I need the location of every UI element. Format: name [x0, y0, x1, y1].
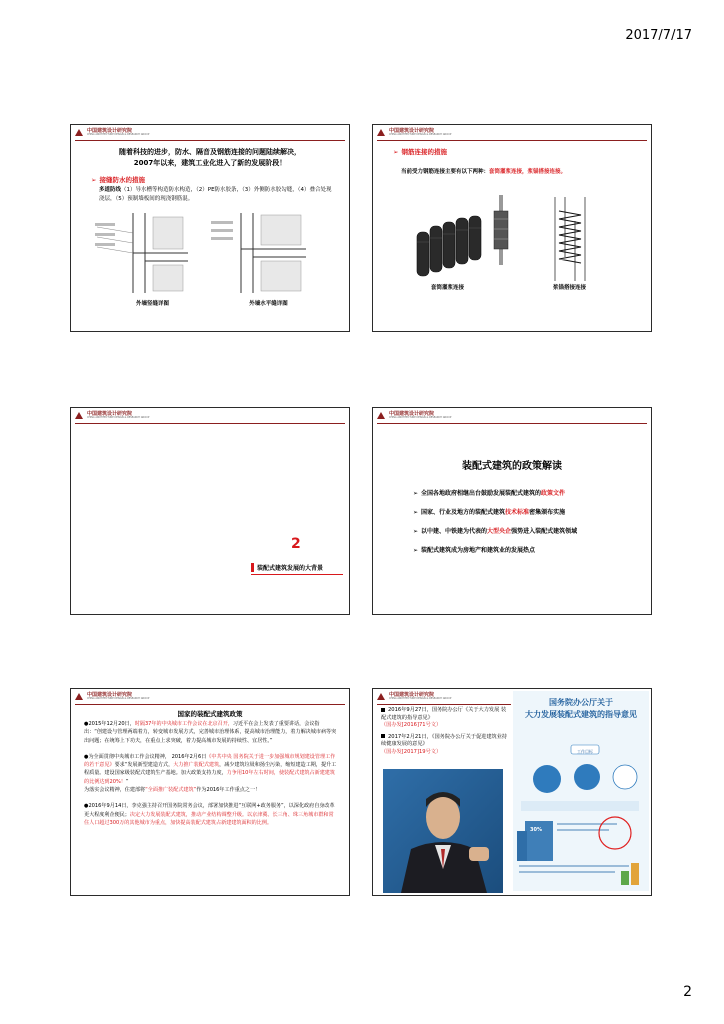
logo-name: 中国建筑设计研究院	[389, 128, 435, 134]
arrow-bullet-icon: ➢	[393, 148, 399, 156]
caption-right: 外墙水平缝详图	[249, 301, 288, 307]
text: 为落实会议精神，住建部将	[84, 787, 146, 794]
item-highlight: （国办发[2016]71号文）	[381, 722, 442, 729]
slide-title: 国家的装配式建筑政策	[177, 710, 243, 718]
slide-body	[84, 720, 337, 835]
logo-icon	[377, 129, 386, 136]
list-item	[413, 509, 577, 517]
arrow-bullet-icon: ➢	[413, 509, 419, 516]
logo	[75, 412, 149, 419]
text-highlight: 大力推广装配式建筑	[173, 762, 220, 769]
wall-horizontal-joint-diagram	[211, 213, 306, 293]
square-bullet-icon	[381, 708, 385, 712]
paragraph-2	[84, 753, 337, 794]
text: ”	[125, 778, 129, 785]
list-item	[413, 528, 577, 536]
logo-name-en: CHINA ARCHITECTURE DESIGN & RESEARCH GROUP	[87, 416, 150, 419]
section-underline	[251, 574, 343, 575]
header-divider	[75, 140, 345, 141]
caption-right: 浆锚搭接连接	[553, 285, 587, 291]
caption-left: 外墙竖缝详图	[135, 301, 169, 307]
logo-name-en: CHINA ARCHITECTURE DESIGN & RESEARCH GROUP	[389, 133, 452, 136]
logo-name: 中国建筑设计研究院	[389, 411, 435, 417]
section-label: 装配式建筑发展的大背景	[257, 565, 324, 572]
logo	[75, 693, 149, 700]
sleeve-section-drawing	[491, 195, 511, 265]
square-bullet-icon	[381, 734, 385, 738]
header-divider	[377, 704, 511, 705]
logo-name-en: CHINA ARCHITECTURE DESIGN & RESEARCH GROUP	[87, 133, 150, 136]
text-highlight: 时隔37年的中央城市工作会议在北京召开，	[134, 721, 233, 727]
item-text: 装配式建筑成为房地产和建筑业的发展热点	[421, 547, 536, 554]
slide-thumbnail-5[interactable]	[70, 688, 350, 896]
item-highlight: 大型央企	[487, 528, 512, 535]
item-text: 以中建、中铁建为代表的	[421, 528, 488, 535]
list-item	[413, 490, 577, 498]
title-line-1: 随着科技的进步，防水、隔音及钢筋连接的问题陆续解决，	[119, 148, 301, 156]
slide-heading	[91, 175, 145, 184]
arrow-bullet-icon: ➢	[413, 528, 419, 535]
header-divider	[377, 423, 647, 424]
paragraph-3	[84, 802, 337, 827]
slide-thumbnail-4[interactable]	[372, 407, 652, 615]
poster-subtitle: 工作目标	[577, 749, 593, 754]
header-divider	[377, 140, 647, 141]
item-text: 2016年9月27日，国务院办公厅《关于大力发展 装配式建筑的指导意见》	[381, 707, 507, 721]
section-marker	[251, 563, 254, 572]
logo-name-en: CHINA ARCHITECTURE DESIGN & RESEARCH GROUP	[87, 697, 150, 700]
item-text: 全国各地政府相继出台鼓励发展装配式建筑的	[421, 490, 542, 497]
list-item	[381, 707, 511, 730]
speaker-photo	[383, 769, 503, 893]
slide-body	[99, 186, 337, 204]
item-highlight: 技术标准	[505, 509, 530, 516]
logo-icon	[75, 129, 84, 136]
body-text: （1）导水槽等构造防水构造，（2）PE防水胶条，（3）外侧防水胶勾缝，（4）叠合处现浇层，（5）预制墙板间的现浇钢筋混。	[99, 187, 332, 202]
header-date: 2017/7/17	[625, 28, 692, 43]
header-divider	[75, 423, 345, 424]
caption-left: 套筒灌浆连接	[431, 285, 465, 291]
section-number: 2	[291, 536, 301, 552]
poster-percent: 30%	[530, 827, 542, 833]
slide-thumbnail-2[interactable]	[372, 124, 652, 332]
logo-icon	[75, 693, 84, 700]
text: ●为全面贯彻中央城市工作会议精神， 2016年2月6日	[84, 753, 207, 760]
item-text-end: 强势进入装配式建筑领域	[511, 528, 578, 535]
text: ，减少建筑垃圾和扬尘污染，缩短建造工期，提升工程质量。建设国家级装配式建筑生产基地。加大政策支持力度，	[84, 762, 337, 777]
item-highlight: （国办发[2017]19号文）	[381, 748, 442, 755]
logo-name: 中国建筑设计研究院	[389, 692, 435, 698]
logo-name-en: CHINA ARCHITECTURE DESIGN & RESEARCH GROUP	[389, 697, 452, 700]
policy-list	[413, 490, 577, 566]
list-item	[413, 547, 577, 555]
heading-text: 钢筋连接的措施	[401, 148, 447, 156]
logo	[377, 412, 451, 419]
text-highlight: “全面推广装配式建筑”	[145, 787, 197, 794]
arrow-bullet-icon: ➢	[413, 490, 419, 497]
item-highlight: 政策文件	[541, 490, 566, 497]
body-label: 多道防线	[99, 187, 122, 193]
logo-name: 中国建筑设计研究院	[87, 411, 133, 417]
text-highlight: 《中共中央 国务院关于进一步加强城市规划建设管理工作的若干意见》	[84, 753, 336, 769]
logo	[377, 129, 451, 136]
subtext-red: 套筒灌浆连接，浆锚搭接连接。	[489, 169, 567, 175]
document-list	[381, 707, 511, 757]
logo-icon	[75, 412, 84, 419]
item-text: 国家、行业及地方的装配式建筑	[421, 509, 506, 516]
item-text-end: 密集颁布实施	[529, 509, 566, 516]
slide-heading	[393, 147, 447, 156]
poster-graphic	[513, 691, 649, 891]
slide-thumbnail-3[interactable]	[70, 407, 350, 615]
header-divider	[75, 704, 345, 705]
grouted-sleeve-photo	[413, 210, 483, 280]
slide-title: 装配式建筑的政策解读	[462, 461, 562, 472]
text-highlight: 力争用10年左右时间，使装配式建筑占新建建筑的比例达到20%！	[84, 770, 335, 785]
slide-thumbnail-1[interactable]	[70, 124, 350, 332]
logo-name-en: CHINA ARCHITECTURE DESIGN & RESEARCH GROUP	[389, 416, 452, 419]
slide-subtext	[401, 167, 566, 175]
logo	[377, 693, 451, 700]
text: ●2016年9月14日，李克强主持召开国务院常务会议，部署加快推进“互联网+政务服务”，以深化政府自身改革更大程度利企便民；	[84, 803, 335, 818]
text: 要求“发展新型建造方式，	[114, 762, 174, 769]
logo	[75, 129, 149, 136]
logo-icon	[377, 412, 386, 419]
policy-poster	[513, 691, 649, 891]
subtext-black: 当前受力钢筋连接主要有以下两种：	[401, 169, 490, 175]
poster-title-line-1: 国务院办公厅关于	[549, 698, 613, 707]
slide-thumbnail-6[interactable]	[372, 688, 652, 896]
page-number: 2	[683, 984, 692, 1000]
text: ●2015年12月20日，	[84, 721, 135, 727]
arrow-bullet-icon: ➢	[91, 176, 97, 184]
poster-title-line-2: 大力发展装配式建筑的指导意见	[525, 710, 637, 719]
wall-vertical-joint-diagram	[93, 213, 188, 293]
list-item	[381, 734, 511, 757]
text: 习近平在会上发表了重要讲话，会议指出：“创建设与管理两端着力，转变城市发展方式，完善城市治理体系，提高城市治理能力，着力解决城市病等突出问题；在统筹上下功夫，在重点上求突破，着力提高城市发展的持续性、宜居性。”	[84, 721, 337, 744]
text-highlight: 决定大力发展装配式建筑，推动产业结构调整升级。以京津冀、长三角、珠三角城市群和常住人口超过300万的其他城市为重点，加快提高装配式建筑占新建建筑面积的比例。	[84, 811, 334, 826]
arrow-bullet-icon: ➢	[413, 547, 419, 554]
item-text: 2017年2月21日，《国务院办公厅关于促进建筑业持续健康发展的意见》	[381, 733, 508, 748]
logo-name: 中国建筑设计研究院	[87, 692, 133, 698]
paragraph-1	[84, 720, 337, 745]
slide-title	[85, 147, 335, 169]
logo-name: 中国建筑设计研究院	[87, 128, 133, 134]
heading-text: 接缝防水的措施	[99, 176, 145, 184]
title-line-2: 2007年以来，建筑工业化进入了新的发展阶段！	[133, 159, 287, 167]
grout-anchor-lap-drawing	[545, 197, 595, 281]
logo-icon	[377, 693, 386, 700]
text: 作为2016年工作重点之一！	[196, 787, 261, 794]
